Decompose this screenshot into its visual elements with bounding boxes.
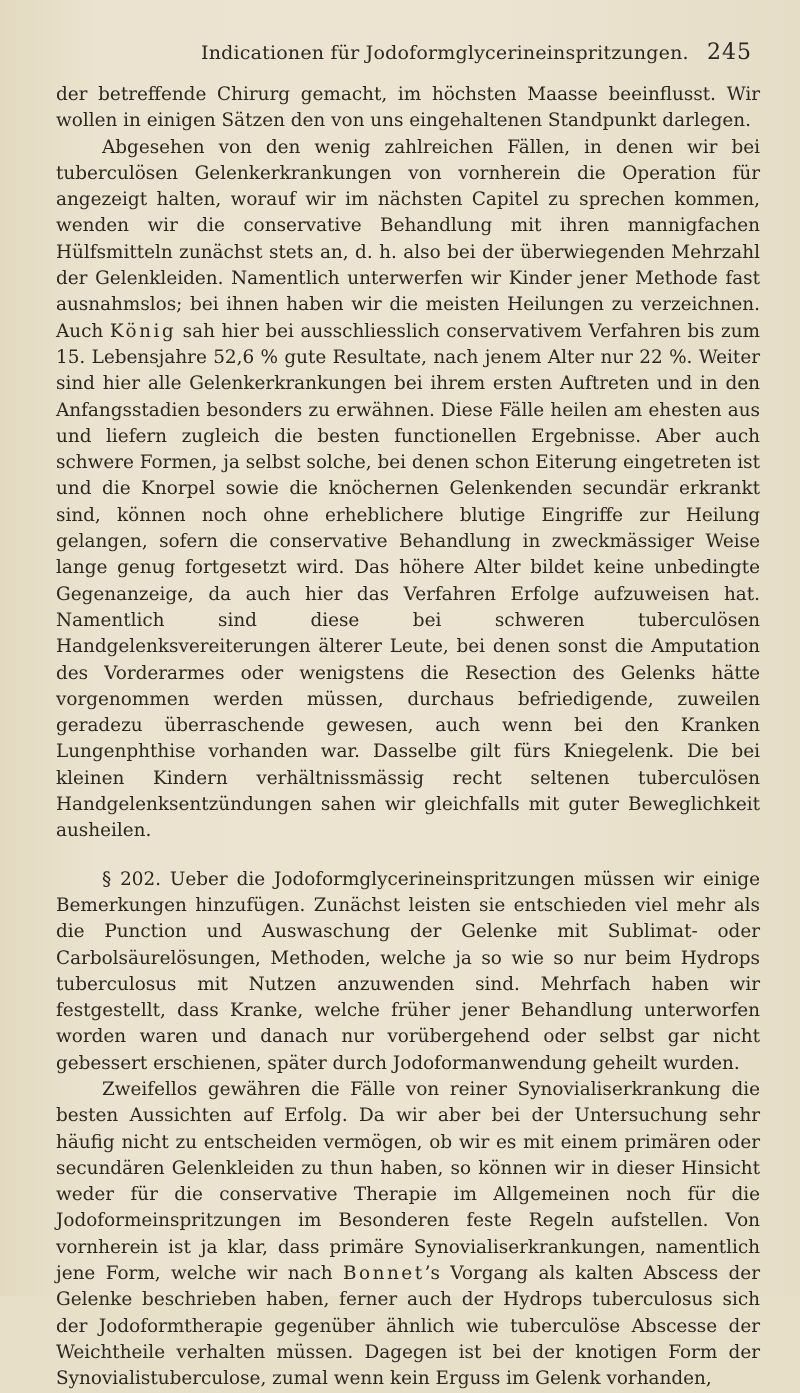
page-number: 245 — [707, 40, 752, 65]
author-name: König — [109, 320, 177, 342]
paragraph-text: Abgesehen von den wenig zahlreichen Fällen, in denen wir bei tuberculösen Gelenkerkrankungen von vornherein die Operation für angezeigt halten, worauf wir im nächsten Capitel zu sprechen kommen, wenden wir die conservative Behandlung mit ihren mannigfachen Hülfsmitteln zunächst stets an, d. h. also bei der überwiegenden Mehrzahl der Gelenkleiden. Namentlich unterwerfen wir Kinder jener Methode fast ausnahmslos; bei ihnen haben wir die meisten Heilungen zu verzeichnen. Auch — [56, 136, 760, 342]
paragraph-section-202: § 202. Ueber die Jodoformglycerineinspritzungen müssen wir einige Bemerkungen hinzufügen. Zunächst leisten sie entschieden viel mehr als die Punction und Auswaschung der Gelenke mit Sublimat- oder Carbolsäurelösungen, Methoden, welche ja so wie so nur beim Hydrops tuberculosus mit Nutzen anzuwenden sind. Mehrfach haben wir festgestellt, dass Kranke, welche früher jener Behandlung unterworfen worden waren und danach nur vorübergehend oder selbst gar nicht gebessert erschienen, später durch Jodoformanwendung geheilt wurden. — [56, 868, 760, 1074]
paragraph-text: sah hier bei ausschliesslich conservativem Verfahren bis zum 15. Lebensjahre 52,6 % gute Resultate, nach jenem Alter nur 22 %. Weiter sind hier alle Gelenkerkrankungen bei ihrem ersten Auftreten und in den Anfangsstadien besonders zu erwähnen. Diese Fälle heilen am ehesten aus und liefern zugleich die besten functionellen Ergebnisse. Aber auch schwere Formen, ja selbst solche, bei denen schon Eiterung eingetreten ist und die Knorpel sowie die knöchernen Gelenkenden secundär erkrankt sind, können noch ohne erheblichere blutige Eingriffe zur Heilung gelangen, sofern die conservative Behandlung in zweckmässiger Weise lange genug fortgesetzt wird. Das höhere Alter bildet keine unbedingte Gegenanzeige, da auch hier das Verfahren Erfolge aufzuweisen hat. Namentlich sind diese bei schweren tuberculösen Handgelenksvereiterungen älterer Leute, bei denen sonst die Amputation des Vorderarmes oder wenigstens die Resection des Gelenks hätte vorgenommen werden müssen, durchaus befriedigende, zuweilen geradezu überraschende gewesen, auch wenn bei den Kranken Lungenphthise vorhanden war. Dasselbe gilt fürs Kniegelenk. Die bei kleinen Kindern verhältnissmässig recht seltenen tuberculösen Handgelenksentzündungen sahen wir gleichfalls mit guter Beweglichkeit ausheilen. — [56, 320, 760, 842]
paragraph-text: ’s Vorgang als kalten Abscess der Gelenke beschrieben haben, ferner auch der Hydrops tuberculosus sich der Jodoformtherapie gegenüber ähnlich wie tuberculöse Abscesse der Weichtheile verhalten müssen. Dagegen ist bei der knotigen Form der Synovialistuberculose, zumal wenn kein Erguss im Gelenk vorhanden, — [56, 1263, 760, 1390]
paragraph-synovial-disease — [56, 1077, 760, 1393]
running-head — [56, 40, 760, 68]
running-title: Indicationen für Jodoformglycerineinspritzungen. — [201, 42, 689, 64]
body-text — [56, 82, 760, 1393]
paragraph-conservative-treatment — [56, 135, 760, 845]
paragraph-text: Zweifellos gewähren die Fälle von reiner Synovialiserkrankung die besten Aussichten auf Erfolg. Da wir aber bei der Untersuchung sehr häufig nicht zu entscheiden vermögen, ob wir es mit einem primären oder secundären Gelenkleiden zu thun haben, so können wir in dieser Hinsicht weder für die conservative Therapie im Allgemeinen noch für die Jodoformeinspritzungen im Besonderen feste Regeln aufstellen. Von vornherein ist ja klar, dass primäre Synovialiserkrankungen, namentlich jene Form, welche wir nach — [56, 1078, 760, 1285]
author-name: Bonnet — [343, 1263, 425, 1285]
paragraph-continuation: der betreffende Chirurg gemacht, im höchsten Maasse beeinflusst. Wir wollen in einigen Sätzen den von uns eingehaltenen Standpunkt darlegen. — [56, 84, 760, 132]
